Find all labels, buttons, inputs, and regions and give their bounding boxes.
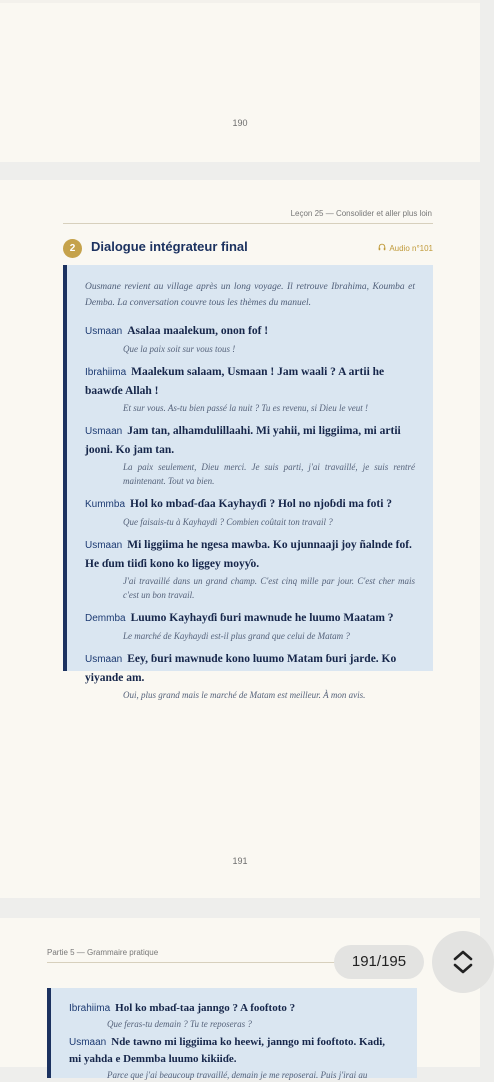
dialogue-turn [85,363,415,415]
page-192 [0,918,480,1080]
speaker-name: Usmaan [69,1037,107,1048]
dialogue-turn [85,650,415,702]
dialogue-turn [69,1000,399,1031]
dialogue-turn [85,609,415,643]
headphones-icon [378,243,386,253]
page-number: 191 [232,856,248,866]
dialogue-turn [85,422,415,488]
speaker-name: Usmaan [85,540,123,551]
speaker-name: Ibrahiima [85,367,127,378]
fula-text: Mi liggiima he ngesa mawba. Ko ujunnaaji joy ñalnde fof. He ɗum tiiɗi kono ko liggey moyƴo. [85,539,412,570]
section-number-badge: 2 [63,239,82,258]
dialogue-turn [85,495,415,529]
running-header: Leçon 25 — Consolider et aller plus loin [290,209,432,218]
page-indicator[interactable]: 191/195 [334,945,424,979]
fula-text: Nde tawno mi liggiima ko heewi, janngo mi fooftoto. Kadi, mi yahda e Demmba luumo kikiiɗe. [69,1036,386,1065]
french-translation: J'ai travaillé dans un grand champ. C'est cinq mille par jour. C'est cher mais c'est un bon travail. [123,576,415,600]
fula-line [85,422,415,459]
french-translation: Le marché de Kayhaydi est-il plus grand que celui de Matam ? [123,631,350,641]
page-number: 190 [232,118,248,128]
speaker-name: Ibrahiima [69,1003,111,1014]
dialogue-box [63,265,433,700]
french-translation: Que feras-tu demain ? Tu te reposeras ? [107,1019,252,1029]
speaker-name: Kummba [85,499,126,510]
french-translation: Et sur vous. As-tu bien passé la nuit ? Tu es revenu, si Dieu le veut ! [123,403,368,413]
french-translation: Parce que j'ai beaucoup travaillé, demain je me reposerai. Puis j'irai au [107,1070,368,1080]
audio-reference[interactable] [378,243,433,253]
page-edge [0,0,480,3]
fula-text: Eey, ɓuri mawnude kono luumo Matam ɓuri jarde. Ko yiyande am. [85,653,397,684]
fula-text: Luumo Kayhayɗi ɓuri mawnude he luumo Maatam ? [130,612,394,624]
fula-text: Hol ko mbaɗ-taa janngo ? A fooftoto ? [115,1002,296,1014]
fula-line [85,609,415,628]
fula-line [85,495,415,514]
fula-line [85,536,415,573]
dialogue-box [47,988,417,1078]
speaker-name: Usmaan [85,326,123,337]
page-191 [0,180,480,898]
dialogue-turn [69,1034,399,1082]
dialogue-turn [85,536,415,602]
speaker-name: Demmba [85,613,126,624]
french-translation: Que la paix soit sur vous tous ! [123,344,236,354]
dialogue-intro: Ousmane revient au village après un long voyage. Il retrouve Ibrahima, Koumba et Demba. La conversation couvre tous les thèmes du manuel. [85,282,415,308]
running-header: Partie 5 — Grammaire pratique [47,948,159,957]
speaker-name: Usmaan [85,426,123,437]
page-190 [0,0,480,162]
fula-text: Asalaa maalekum, onon fof ! [127,325,269,337]
section-heading [63,237,433,259]
french-translation: La paix seulement, Dieu merci. Je suis parti, j'ai travaillé, je suis rentré maintenant. Tout va bien. [123,462,415,486]
french-translation: Oui, plus grand mais le marché de Matam est meilleur. À mon avis. [123,690,366,700]
fula-text: Hol ko mbaɗ-ɗaa Kayhayɗi ? Hol no njoɓdi ma foti ? [130,498,393,510]
header-rule [63,223,433,224]
fula-text: Maalekum salaam, Usmaan ! Jam waali ? A artii he baawɗe Allah ! [85,366,385,397]
dialogue-turn [85,322,415,356]
french-translation: Que faisais-tu à Kayhaydi ? Combien coûtait ton travail ? [123,517,333,527]
fula-line [69,1034,399,1068]
fula-line [85,363,415,400]
fula-text: Jam tan, alhamdulillaahi. Mi yahii, mi liggiima, mi artii jooni. Ko jam tan. [85,425,401,456]
fula-line [85,650,415,687]
section-title: Dialogue intégrateur final [91,239,248,254]
speaker-name: Usmaan [85,654,123,665]
page-up-down-icon[interactable] [432,931,494,993]
audio-label: Audio n°101 [389,244,433,253]
fula-line [69,1000,399,1017]
fula-line [85,322,415,341]
